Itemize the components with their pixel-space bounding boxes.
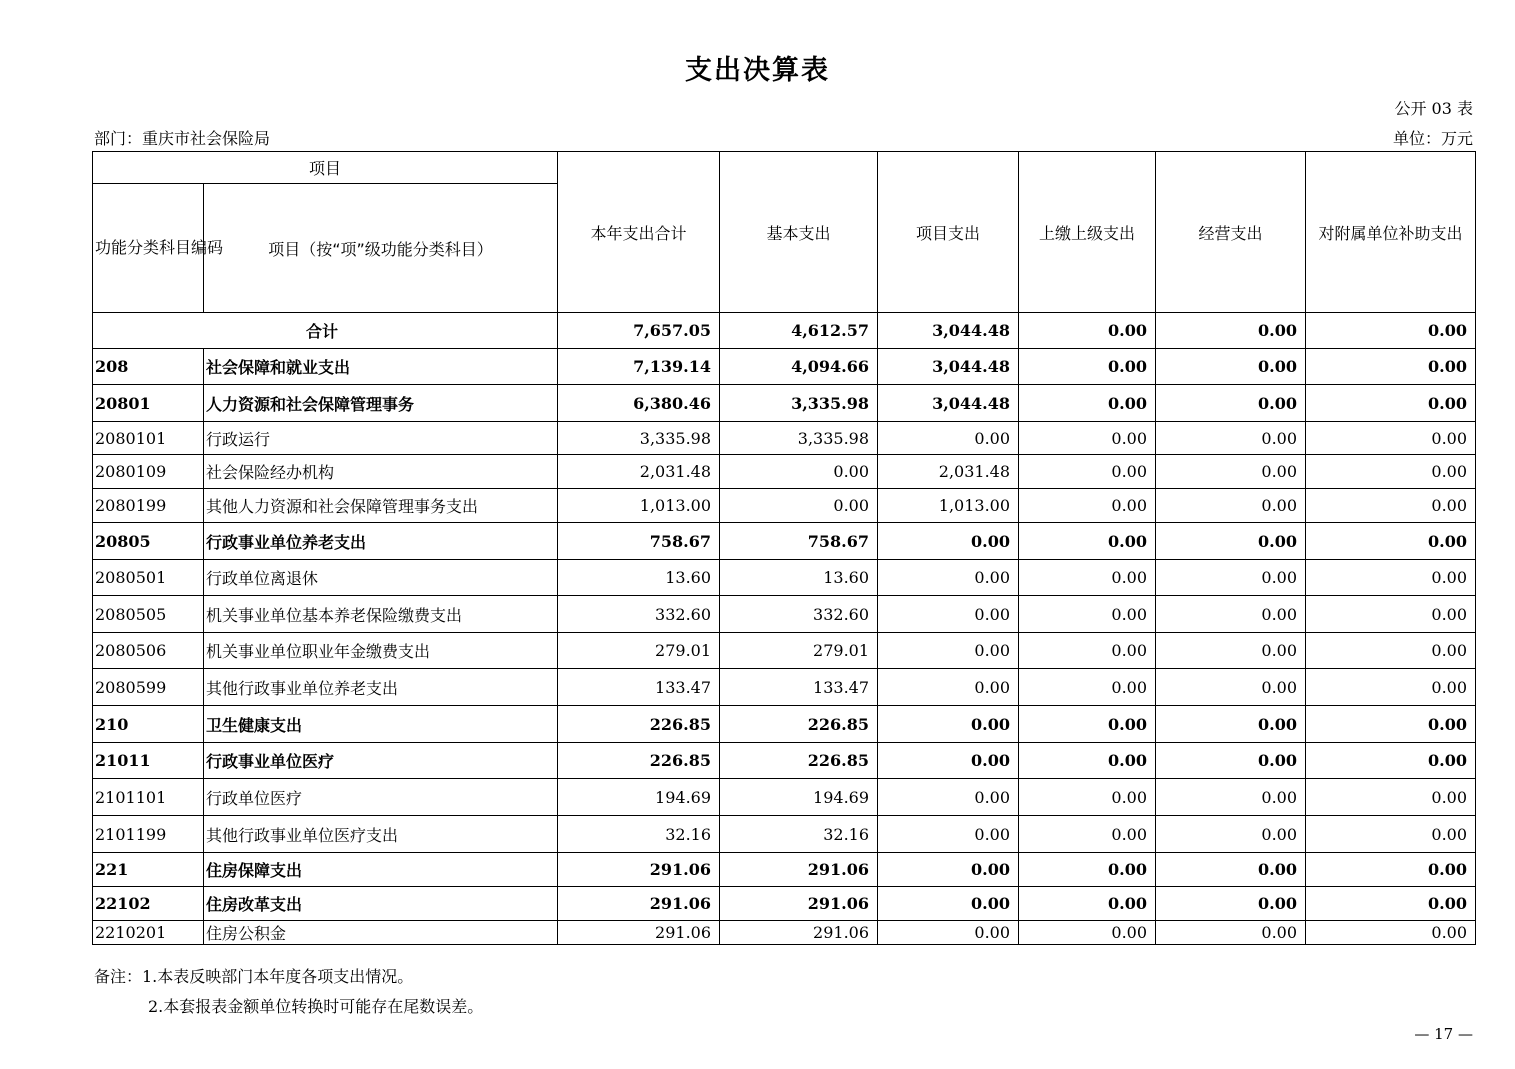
row-value: 0.00 bbox=[1156, 779, 1306, 816]
row-value: 0.00 bbox=[878, 743, 1019, 779]
row-code: 22102 bbox=[93, 887, 204, 921]
row-name: 机关事业单位职业年金缴费支出 bbox=[204, 633, 558, 669]
row-value: 291.06 bbox=[720, 853, 878, 887]
row-value: 0.00 bbox=[1019, 349, 1156, 385]
table-row bbox=[93, 489, 1476, 523]
table-row bbox=[93, 455, 1476, 489]
row-name: 行政单位医疗 bbox=[204, 779, 558, 816]
header-upper: 上缴上级支出 bbox=[1019, 152, 1156, 313]
row-name: 行政事业单位医疗 bbox=[204, 743, 558, 779]
row-value: 0.00 bbox=[1306, 633, 1476, 669]
row-value: 0.00 bbox=[1019, 779, 1156, 816]
table-row bbox=[93, 853, 1476, 887]
row-value: 0.00 bbox=[1156, 596, 1306, 633]
row-value: 0.00 bbox=[1156, 523, 1306, 560]
row-value: 6,380.46 bbox=[558, 385, 720, 422]
row-name: 社会保障和就业支出 bbox=[204, 349, 558, 385]
row-value: 226.85 bbox=[558, 706, 720, 743]
unit-label: 单位：万元 bbox=[1392, 129, 1473, 148]
row-value: 0.00 bbox=[1306, 422, 1476, 455]
row-value: 0.00 bbox=[1019, 887, 1156, 921]
row-value: 0.00 bbox=[1019, 560, 1156, 596]
total-label: 合计 bbox=[93, 313, 558, 349]
row-value: 3,044.48 bbox=[878, 349, 1019, 385]
row-value: 332.60 bbox=[558, 596, 720, 633]
row-value: 32.16 bbox=[720, 816, 878, 853]
header-project: 项目 bbox=[93, 152, 558, 184]
row-value: 0.00 bbox=[878, 596, 1019, 633]
total-value: 0.00 bbox=[1156, 313, 1306, 349]
row-value: 0.00 bbox=[878, 669, 1019, 706]
table-row bbox=[93, 422, 1476, 455]
row-value: 0.00 bbox=[1306, 489, 1476, 523]
row-value: 194.69 bbox=[720, 779, 878, 816]
expenditure-table bbox=[92, 151, 1476, 945]
row-value: 0.00 bbox=[878, 633, 1019, 669]
row-value: 279.01 bbox=[720, 633, 878, 669]
table-row bbox=[93, 669, 1476, 706]
total-value: 7,657.05 bbox=[558, 313, 720, 349]
header-code: 功能分类科目编码 bbox=[93, 184, 204, 313]
row-value: 279.01 bbox=[558, 633, 720, 669]
row-value: 0.00 bbox=[720, 455, 878, 489]
row-code: 20801 bbox=[93, 385, 204, 422]
row-name: 住房保障支出 bbox=[204, 853, 558, 887]
table-row bbox=[93, 349, 1476, 385]
row-code: 2080599 bbox=[93, 669, 204, 706]
row-value: 4,094.66 bbox=[720, 349, 878, 385]
table-row bbox=[93, 887, 1476, 921]
row-value: 0.00 bbox=[878, 816, 1019, 853]
row-value: 0.00 bbox=[1306, 385, 1476, 422]
row-value: 0.00 bbox=[1156, 706, 1306, 743]
table-row bbox=[93, 816, 1476, 853]
row-value: 13.60 bbox=[720, 560, 878, 596]
row-value: 291.06 bbox=[558, 921, 720, 945]
row-value: 226.85 bbox=[720, 743, 878, 779]
row-value: 0.00 bbox=[1306, 596, 1476, 633]
department-label: 部门：重庆市社会保险局 bbox=[94, 129, 271, 148]
table-row bbox=[93, 596, 1476, 633]
row-value: 0.00 bbox=[1156, 669, 1306, 706]
table-row bbox=[93, 385, 1476, 422]
total-value: 0.00 bbox=[1306, 313, 1476, 349]
row-value: 0.00 bbox=[1156, 349, 1306, 385]
row-name: 社会保险经办机构 bbox=[204, 455, 558, 489]
row-value: 0.00 bbox=[1306, 921, 1476, 945]
row-value: 0.00 bbox=[1019, 853, 1156, 887]
row-value: 7,139.14 bbox=[558, 349, 720, 385]
row-value: 1,013.00 bbox=[878, 489, 1019, 523]
notes bbox=[94, 962, 483, 1022]
header-name: 项目（按“项”级功能分类科目） bbox=[204, 184, 558, 313]
row-value: 0.00 bbox=[1019, 669, 1156, 706]
row-value: 3,044.48 bbox=[878, 385, 1019, 422]
row-name: 其他人力资源和社会保障管理事务支出 bbox=[204, 489, 558, 523]
row-value: 0.00 bbox=[1306, 779, 1476, 816]
row-name: 行政运行 bbox=[204, 422, 558, 455]
row-value: 2,031.48 bbox=[558, 455, 720, 489]
row-value: 0.00 bbox=[1306, 743, 1476, 779]
row-name: 行政事业单位养老支出 bbox=[204, 523, 558, 560]
row-code: 2080101 bbox=[93, 422, 204, 455]
row-value: 0.00 bbox=[1019, 633, 1156, 669]
row-value: 0.00 bbox=[720, 489, 878, 523]
row-value: 0.00 bbox=[1156, 816, 1306, 853]
row-value: 291.06 bbox=[720, 887, 878, 921]
header-project-expense: 项目支出 bbox=[878, 152, 1019, 313]
row-value: 133.47 bbox=[720, 669, 878, 706]
header-operating: 经营支出 bbox=[1156, 152, 1306, 313]
row-value: 0.00 bbox=[1156, 560, 1306, 596]
row-value: 0.00 bbox=[1156, 455, 1306, 489]
table-row bbox=[93, 633, 1476, 669]
total-value: 0.00 bbox=[1019, 313, 1156, 349]
row-value: 0.00 bbox=[1019, 921, 1156, 945]
row-value: 0.00 bbox=[1306, 706, 1476, 743]
row-value: 291.06 bbox=[558, 887, 720, 921]
row-value: 0.00 bbox=[878, 706, 1019, 743]
row-value: 291.06 bbox=[720, 921, 878, 945]
table-row bbox=[93, 560, 1476, 596]
row-code: 208 bbox=[93, 349, 204, 385]
row-code: 2080505 bbox=[93, 596, 204, 633]
header-subsidy: 对附属单位补助支出 bbox=[1306, 152, 1476, 313]
total-row bbox=[93, 313, 1476, 349]
page-number: — 17 — bbox=[1414, 1025, 1473, 1043]
row-value: 0.00 bbox=[1156, 422, 1306, 455]
table-row bbox=[93, 921, 1476, 945]
note-1: 备注：1.本表反映部门本年度各项支出情况。 bbox=[94, 967, 414, 986]
row-code: 2080501 bbox=[93, 560, 204, 596]
row-value: 0.00 bbox=[878, 887, 1019, 921]
row-value: 0.00 bbox=[878, 779, 1019, 816]
row-value: 0.00 bbox=[1019, 489, 1156, 523]
form-number: 公开 03 表 bbox=[1394, 99, 1473, 118]
row-code: 2080199 bbox=[93, 489, 204, 523]
row-value: 0.00 bbox=[1306, 887, 1476, 921]
row-code: 2101101 bbox=[93, 779, 204, 816]
row-name: 人力资源和社会保障管理事务 bbox=[204, 385, 558, 422]
row-value: 758.67 bbox=[558, 523, 720, 560]
row-value: 0.00 bbox=[1019, 743, 1156, 779]
row-value: 0.00 bbox=[878, 560, 1019, 596]
row-value: 3,335.98 bbox=[558, 422, 720, 455]
row-name: 其他行政事业单位养老支出 bbox=[204, 669, 558, 706]
row-value: 3,335.98 bbox=[720, 385, 878, 422]
row-code: 2080109 bbox=[93, 455, 204, 489]
row-value: 13.60 bbox=[558, 560, 720, 596]
row-value: 0.00 bbox=[1019, 596, 1156, 633]
row-value: 0.00 bbox=[1156, 633, 1306, 669]
row-value: 3,335.98 bbox=[720, 422, 878, 455]
row-value: 291.06 bbox=[558, 853, 720, 887]
row-value: 332.60 bbox=[720, 596, 878, 633]
row-value: 226.85 bbox=[558, 743, 720, 779]
total-value: 3,044.48 bbox=[878, 313, 1019, 349]
table-row bbox=[93, 523, 1476, 560]
row-value: 0.00 bbox=[878, 422, 1019, 455]
row-value: 1,013.00 bbox=[558, 489, 720, 523]
row-value: 0.00 bbox=[1156, 743, 1306, 779]
row-value: 0.00 bbox=[1156, 489, 1306, 523]
row-name: 行政单位离退休 bbox=[204, 560, 558, 596]
row-name: 其他行政事业单位医疗支出 bbox=[204, 816, 558, 853]
row-value: 0.00 bbox=[1156, 853, 1306, 887]
total-value: 4,612.57 bbox=[720, 313, 878, 349]
row-code: 210 bbox=[93, 706, 204, 743]
row-value: 0.00 bbox=[1156, 385, 1306, 422]
row-value: 0.00 bbox=[1019, 523, 1156, 560]
table-row bbox=[93, 779, 1476, 816]
row-code: 20805 bbox=[93, 523, 204, 560]
row-value: 0.00 bbox=[1306, 853, 1476, 887]
row-value: 0.00 bbox=[1306, 349, 1476, 385]
row-name: 住房改革支出 bbox=[204, 887, 558, 921]
row-value: 0.00 bbox=[1156, 921, 1306, 945]
row-value: 0.00 bbox=[1019, 816, 1156, 853]
row-value: 0.00 bbox=[878, 921, 1019, 945]
row-value: 0.00 bbox=[1306, 816, 1476, 853]
row-code: 21011 bbox=[93, 743, 204, 779]
row-name: 卫生健康支出 bbox=[204, 706, 558, 743]
row-value: 0.00 bbox=[1156, 887, 1306, 921]
header-total: 本年支出合计 bbox=[558, 152, 720, 313]
row-value: 758.67 bbox=[720, 523, 878, 560]
row-code: 2080506 bbox=[93, 633, 204, 669]
row-code: 2101199 bbox=[93, 816, 204, 853]
row-value: 0.00 bbox=[878, 853, 1019, 887]
row-value: 0.00 bbox=[1306, 669, 1476, 706]
row-value: 2,031.48 bbox=[878, 455, 1019, 489]
row-value: 0.00 bbox=[1019, 385, 1156, 422]
row-code: 2210201 bbox=[93, 921, 204, 945]
note-2: 2.本套报表金额单位转换时可能存在尾数误差。 bbox=[148, 997, 484, 1016]
row-value: 133.47 bbox=[558, 669, 720, 706]
header-basic: 基本支出 bbox=[720, 152, 878, 313]
row-code: 221 bbox=[93, 853, 204, 887]
row-value: 0.00 bbox=[1019, 706, 1156, 743]
row-value: 194.69 bbox=[558, 779, 720, 816]
page-title: 支出决算表 bbox=[685, 55, 830, 86]
row-value: 0.00 bbox=[1306, 560, 1476, 596]
table-row bbox=[93, 706, 1476, 743]
row-value: 226.85 bbox=[720, 706, 878, 743]
row-value: 0.00 bbox=[1306, 455, 1476, 489]
row-value: 0.00 bbox=[1019, 422, 1156, 455]
row-value: 32.16 bbox=[558, 816, 720, 853]
row-value: 0.00 bbox=[1019, 455, 1156, 489]
row-value: 0.00 bbox=[1306, 523, 1476, 560]
row-name: 机关事业单位基本养老保险缴费支出 bbox=[204, 596, 558, 633]
row-value: 0.00 bbox=[878, 523, 1019, 560]
table-row bbox=[93, 743, 1476, 779]
row-name: 住房公积金 bbox=[204, 921, 558, 945]
